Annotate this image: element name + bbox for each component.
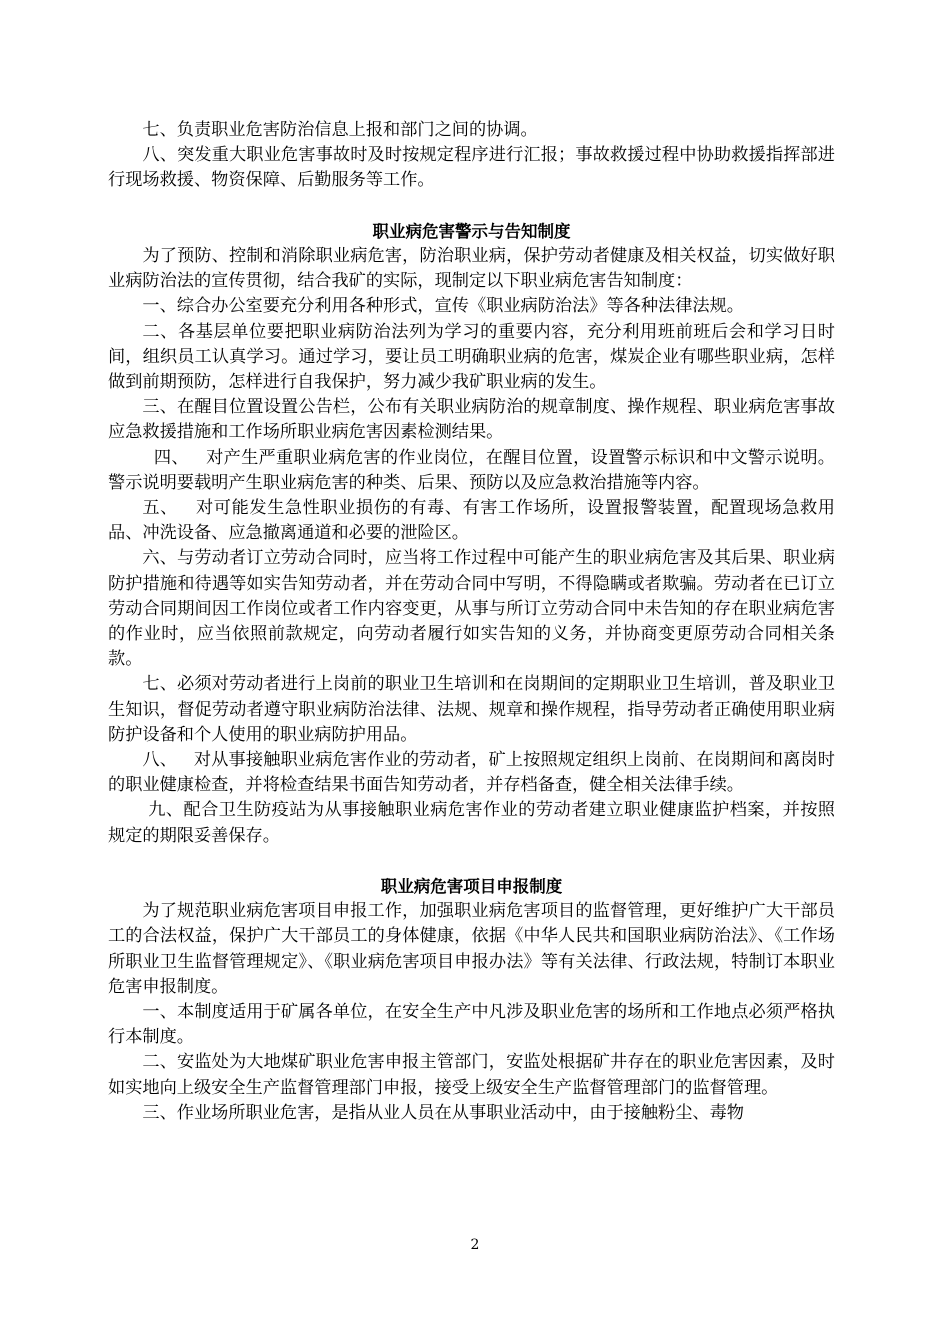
paragraph: 一、本制度适用于矿属各单位，在安全生产中凡涉及职业危害的场所和工作地点必须严格执行本制度。 (108, 1002, 835, 1048)
section-title: 职业病危害警示与告知制度 (372, 221, 571, 241)
paragraph: 三、在醒目位置设置公告栏，公布有关职业病防治的规章制度、操作规程、职业病危害事故应急救援措施和工作场所职业病危害因素检测结果。 (108, 397, 835, 443)
paragraph: 二、各基层单位要把职业病防治法列为学习的重要内容，充分利用班前班后会和学习日时间，组织员工认真学习。通过学习，要让员工明确职业病的危害，煤炭企业有哪些职业病，怎样做到前期预防，怎样进行自我保护，努力减少我矿职业病的发生。 (108, 321, 835, 393)
paragraph: 八、突发重大职业危害事故时及时按规定程序进行汇报；事故救援过程中协助救援指挥部进行现场救援、物资保障、后勤服务等工作。 (108, 145, 835, 191)
paragraph: 七、必须对劳动者进行上岗前的职业卫生培训和在岗期间的定期职业卫生培训，普及职业卫生知识，督促劳动者遵守职业病防治法律、法规、规章和操作规程，指导劳动者正确使用职业病防护设备和个人使用的职业病防护用品。 (108, 674, 835, 745)
blank-line (108, 194, 835, 219)
paragraph: 四、 对产生严重职业病危害的作业岗位，在醒目位置，设置警示标识和中文警示说明。警示说明要载明产生职业病危害的种类、后果、预防以及应急救治措施等内容。 (108, 447, 835, 493)
paragraph: 九、配合卫生防疫站为从事接触职业病危害作业的劳动者建立职业健康监护档案，并按照规定的期限妥善保存。 (108, 800, 835, 846)
section-title: 职业病危害项目申报制度 (380, 877, 563, 897)
document-page (108, 118, 835, 1126)
blank-line (108, 849, 835, 874)
paragraph: 八、 对从事接触职业病危害作业的劳动者，矿上按照规定组织上岗前、在岗期间和离岗时的职业健康检查，并将检查结果书面告知劳动者，并存档备查，健全相关法律手续。 (108, 750, 835, 796)
page-number: 2 (470, 1237, 480, 1253)
paragraph: 五、 对可能发生急性职业损伤的有毒、有害工作场所，设置报警装置，配置现场急救用品、冲洗设备、应急撤离通道和必要的泄险区。 (108, 498, 835, 544)
paragraph: 三、作业场所职业危害，是指从业人员在从事职业活动中，由于接触粉尘、毒物 (142, 1102, 744, 1123)
paragraph: 二、安监处为大地煤矿职业危害申报主管部门，安监处根据矿井存在的职业危害因素，及时如实地向上级安全生产监督管理部门申报，接受上级安全生产监督管理部门的监督管理。 (108, 1052, 835, 1098)
paragraph: 七、负责职业危害防治信息上报和部门之间的协调。 (142, 120, 538, 140)
paragraph: 一、综合办公室要充分利用各种形式，宣传《职业病防治法》等各种法律法规。 (142, 296, 744, 317)
paragraph: 六、与劳动者订立劳动合同时，应当将工作过程中可能产生的职业病危害及其后果、职业病防护措施和待遇等如实告知劳动者，并在劳动合同中写明，不得隐瞒或者欺骗。劳动者在已订立劳动合同期间因工作岗位或者工作内容变更，从事与所订立劳动合同中未告知的存在职业病危害的作业时，应当依照前款规定，向劳动者履行如实告知的义务，并协商变更原劳动合同相关条款。 (108, 548, 835, 670)
paragraph: 为了规范职业病危害项目申报工作，加强职业病危害项目的监督管理，更好维护广大干部员工的合法权益，保护广大干部员工的身体健康，依据《中华人民共和国职业病防治法》、《工作场所职业卫生监督管理规定》、《职业病危害项目申报办法》等有关法律、行政法规，特制订本职业危害申报制度。 (108, 901, 835, 997)
paragraph: 为了预防、控制和消除职业病危害，防治职业病，保护劳动者健康及相关权益，切实做好职业病防治法的宣传贯彻，结合我矿的实际，现制定以下职业病危害告知制度： (108, 246, 835, 292)
